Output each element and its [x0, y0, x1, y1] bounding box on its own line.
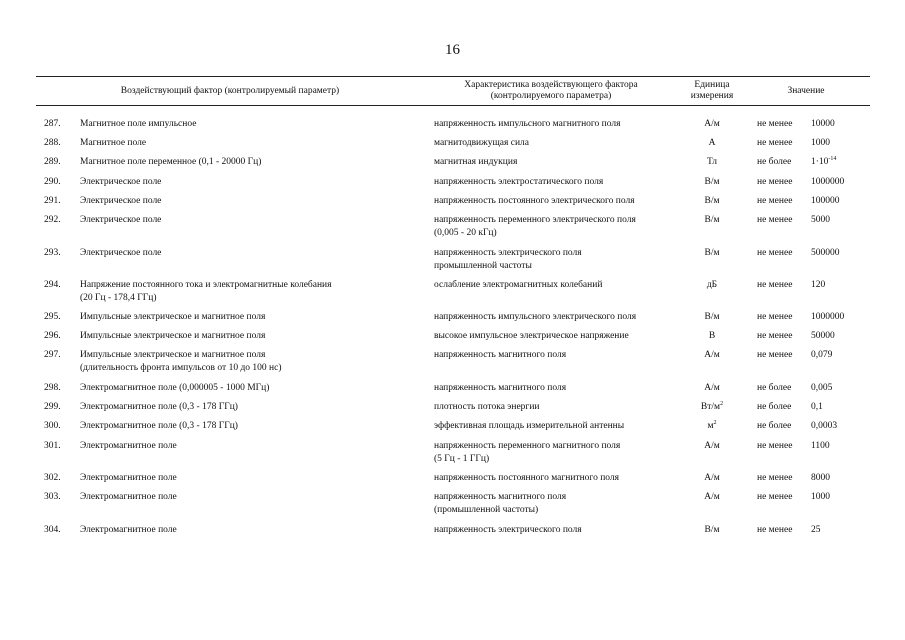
row-factor: Импульсные электрическое и магнитное поля [80, 312, 266, 322]
row-factor: Электрическое поле [80, 248, 162, 258]
row-unit: В/м [704, 196, 720, 206]
row-number: 290. [44, 177, 61, 187]
row-characteristic-line2: (промышленной частоты) [434, 505, 539, 515]
row-characteristic: эффективная площадь измерительной антенны [434, 421, 625, 431]
row-value-base: 1·10 [811, 157, 829, 167]
row-comparator: не менее [757, 492, 793, 502]
row-number: 301. [44, 441, 61, 451]
row-number: 292. [44, 215, 61, 225]
row-factor-line2: (20 Гц - 178,4 ГГц) [80, 293, 157, 303]
row-number: 291. [44, 196, 61, 206]
row-characteristic-line1: напряженность магнитного поля [434, 492, 567, 502]
header-characteristic-line2: (контролируемого параметра) [490, 91, 612, 101]
row-factor: Электромагнитное поле (0,000005 - 1000 МГц) [80, 383, 270, 393]
row-characteristic: высокое импульсное электрическое напряжение [434, 331, 629, 341]
row-number: 289. [44, 157, 61, 167]
row-value: 0,1 [811, 402, 823, 412]
row-characteristic: напряженность импульсного электрического поля [434, 312, 637, 322]
row-characteristic-line2: (0,005 - 20 кГц) [434, 228, 497, 238]
row-characteristic [434, 491, 566, 517]
row-characteristic: напряженность импульсного магнитного поля [434, 119, 621, 129]
row-unit [682, 420, 742, 433]
row-characteristic: напряженность электрического поля [434, 525, 582, 535]
header-unit-line2: измерения [690, 91, 734, 101]
row-value: 1000 [811, 492, 830, 502]
row-comparator: не менее [757, 177, 793, 187]
row-comparator: не менее [757, 248, 793, 258]
row-comparator: не менее [757, 331, 793, 341]
row-unit: В/м [704, 525, 720, 535]
row-characteristic: магнитодвижущая сила [434, 138, 529, 148]
row-characteristic: плотность потока энергии [434, 402, 540, 412]
row-number: 300. [44, 421, 61, 431]
row-unit: В/м [704, 312, 720, 322]
row-unit: В/м [704, 248, 720, 258]
row-comparator: не менее [757, 119, 793, 129]
row-number: 302. [44, 473, 61, 483]
row-number: 298. [44, 383, 61, 393]
row-unit: В/м [704, 177, 720, 187]
row-factor: Электрическое поле [80, 177, 162, 187]
row-characteristic: напряженность постоянного электрического поля [434, 196, 635, 206]
row-factor: Электрическое поле [80, 196, 162, 206]
row-unit: А/м [704, 350, 720, 360]
row-comparator: не менее [757, 350, 793, 360]
row-characteristic: напряженность магнитного поля [434, 383, 567, 393]
row-unit-exponent: 2 [713, 419, 717, 426]
row-unit: В/м [704, 215, 720, 225]
row-factor [80, 349, 282, 375]
row-characteristic: магнитная индукция [434, 157, 518, 167]
row-factor: Электромагнитное поле [80, 473, 177, 483]
row-factor: Магнитное поле [80, 138, 147, 148]
row-value: 100000 [811, 196, 840, 206]
row-number: 288. [44, 138, 61, 148]
row-factor: Магнитное поле переменное (0,1 - 20000 Гц) [80, 157, 262, 167]
row-number: 297. [44, 350, 61, 360]
row-characteristic [434, 214, 636, 240]
row-unit-base: Вт/м [700, 402, 721, 412]
row-unit: А/м [704, 119, 720, 129]
row-value: 500000 [811, 248, 840, 258]
row-value: 0,079 [811, 350, 833, 360]
row-characteristic-line1: напряженность электрического поля [434, 248, 582, 258]
row-comparator: не менее [757, 280, 793, 290]
row-factor: Импульсные электрическое и магнитное поля [80, 331, 266, 341]
row-comparator: не менее [757, 525, 793, 535]
row-number: 304. [44, 525, 61, 535]
row-characteristic-line1: напряженность переменного магнитного поля [434, 441, 621, 451]
row-value: 5000 [811, 215, 830, 225]
table-header-rule [36, 105, 870, 106]
row-characteristic: напряженность электростатического поля [434, 177, 604, 187]
row-unit [682, 401, 742, 414]
row-number: 299. [44, 402, 61, 412]
row-value [811, 156, 836, 169]
row-unit: А/м [704, 383, 720, 393]
row-factor: Электромагнитное поле [80, 525, 177, 535]
row-comparator: не менее [757, 138, 793, 148]
row-value: 1100 [811, 441, 830, 451]
row-comparator: не менее [757, 441, 793, 451]
row-factor: Электромагнитное поле [80, 492, 177, 502]
row-comparator: не более [757, 402, 792, 412]
row-unit-exponent: 2 [720, 400, 724, 407]
row-value: 50000 [811, 331, 835, 341]
row-characteristic-line2: промышленной частоты [434, 261, 532, 271]
row-value: 1000 [811, 138, 830, 148]
row-characteristic [434, 247, 582, 273]
header-value [742, 77, 870, 105]
row-unit: А/м [704, 473, 720, 483]
row-value-exponent: -14 [828, 155, 837, 162]
row-number: 287. [44, 119, 61, 129]
row-comparator: не менее [757, 196, 793, 206]
row-value: 1000000 [811, 177, 845, 187]
row-unit: А/м [704, 441, 720, 451]
row-factor: Электромагнитное поле (0,3 - 178 ГГц) [80, 402, 238, 412]
row-characteristic [434, 440, 620, 466]
row-comparator: не менее [757, 215, 793, 225]
row-value: 1000000 [811, 312, 845, 322]
row-characteristic: напряженность постоянного магнитного поля [434, 473, 620, 483]
row-characteristic-line2: (5 Гц - 1 ГГц) [434, 454, 490, 464]
row-value: 0,005 [811, 383, 833, 393]
row-value: 25 [811, 525, 821, 535]
row-factor-line1: Напряжение постоянного тока и электромагнитные колебания [80, 280, 332, 290]
row-comparator: не более [757, 157, 792, 167]
header-unit [682, 77, 742, 105]
row-number: 294. [44, 280, 61, 290]
row-unit: В [708, 331, 716, 341]
row-characteristic: напряженность магнитного поля [434, 350, 567, 360]
row-comparator: не менее [757, 312, 793, 322]
row-value: 0,0003 [811, 421, 838, 431]
row-number: 296. [44, 331, 61, 341]
row-value: 8000 [811, 473, 830, 483]
row-unit: Тл [706, 157, 718, 167]
header-characteristic [420, 77, 682, 105]
page-number: 16 [445, 42, 460, 58]
row-unit: дБ [706, 280, 718, 290]
row-factor-line1: Импульсные электрическое и магнитное поля [80, 350, 266, 360]
row-number: 293. [44, 248, 61, 258]
row-factor: Магнитное поле импульсное [80, 119, 197, 129]
row-factor: Электрическое поле [80, 215, 162, 225]
row-unit-base: м [707, 421, 714, 431]
row-factor [80, 279, 332, 305]
row-unit: А/м [704, 492, 720, 502]
row-number: 303. [44, 492, 61, 502]
row-characteristic-line1: напряженность переменного электрического поля [434, 215, 636, 225]
row-factor-line2: (длительность фронта импульсов от 10 до 100 нс) [80, 363, 282, 373]
header-factor-label: Воздействующий фактор (контролируемый параметр) [120, 85, 340, 96]
header-characteristic-line1: Характеристика воздействующего фактора [464, 80, 638, 90]
header-unit-line1: Единица [694, 80, 730, 90]
row-factor: Электромагнитное поле (0,3 - 178 ГГц) [80, 421, 238, 431]
row-number: 295. [44, 312, 61, 322]
row-comparator: не менее [757, 473, 793, 483]
header-factor [40, 77, 420, 105]
row-value: 120 [811, 280, 826, 290]
row-unit: А [708, 138, 716, 148]
row-factor: Электромагнитное поле [80, 441, 177, 451]
row-comparator: не более [757, 383, 792, 393]
header-value-label: Значение [787, 85, 825, 96]
row-value: 10000 [811, 119, 835, 129]
row-characteristic: ослабление электромагнитных колебаний [434, 280, 603, 290]
row-comparator: не более [757, 421, 792, 431]
